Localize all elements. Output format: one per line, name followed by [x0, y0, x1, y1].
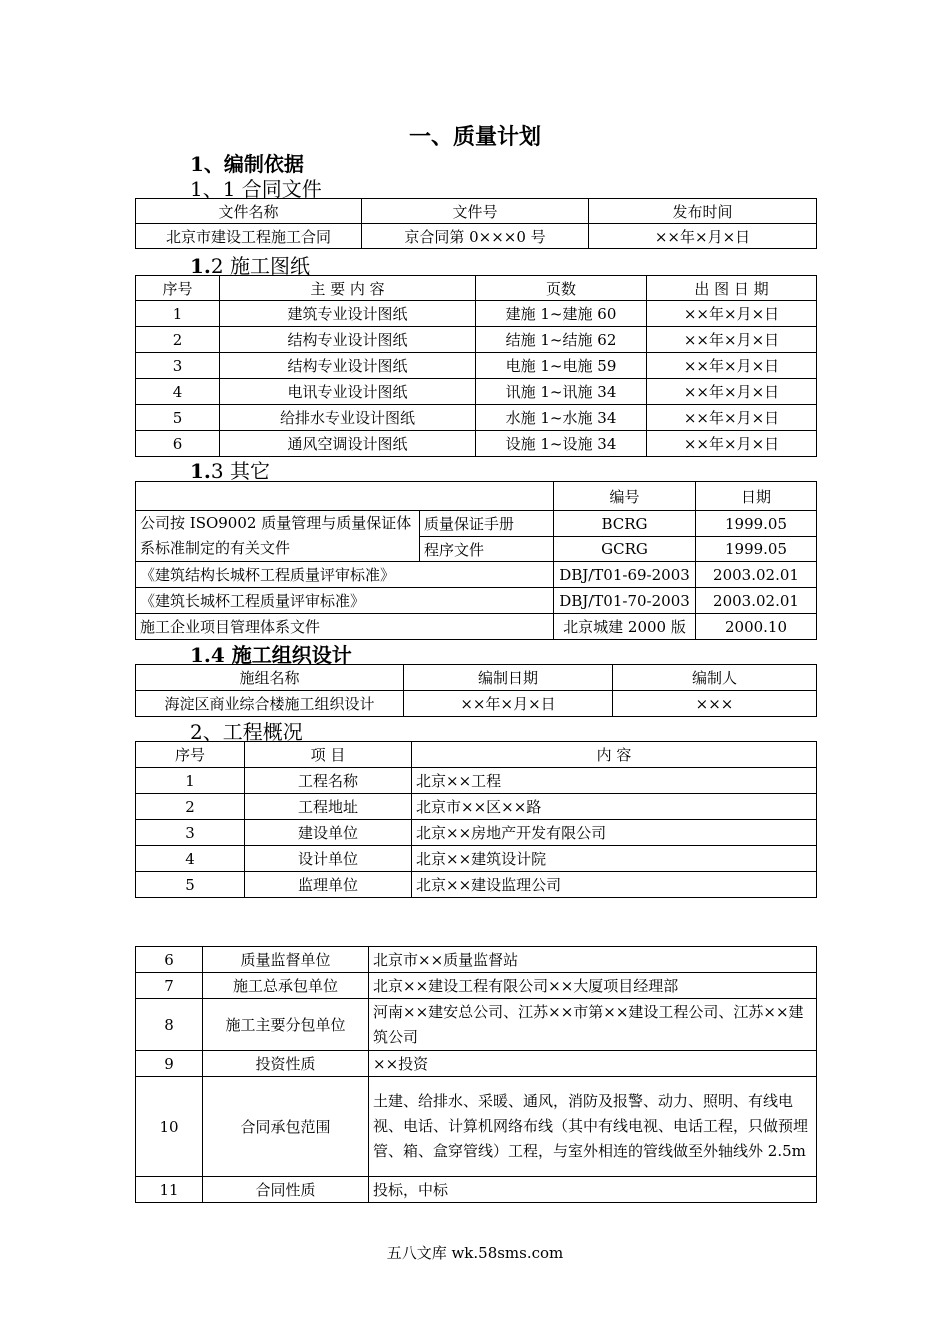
table-cell: 2000.10	[696, 614, 817, 640]
table-cell: 北京市××质量监督站	[369, 947, 817, 973]
table-cell: ××年×月×日	[647, 431, 817, 457]
table-cell: 程序文件	[420, 537, 554, 562]
table-row	[136, 973, 817, 999]
table-cell: 5	[136, 872, 245, 898]
table-cell: 北京市建设工程施工合同	[136, 224, 362, 249]
table-row	[136, 999, 817, 1051]
table-cell: ××年×月×日	[647, 301, 817, 327]
table-cell: 1999.05	[696, 511, 817, 537]
table-row	[136, 614, 817, 640]
table-cell: 4	[136, 846, 245, 872]
table-cell: 合同承包范围	[203, 1077, 369, 1177]
table-cell: 通风空调设计图纸	[220, 431, 476, 457]
company-docs-cell: 公司按 ISO9002 质量管理与质量保证体系标准制定的有关文件	[136, 511, 420, 562]
table-cell: 质量保证手册	[420, 511, 554, 537]
heading-number: 1.	[190, 459, 211, 483]
table-row	[136, 1177, 817, 1203]
section-1-1-heading: 1、1 合同文件	[190, 177, 322, 201]
table-cell: ××年×月×日	[404, 691, 613, 717]
table-cell: 结构专业设计图纸	[220, 353, 476, 379]
table-cell: 工程名称	[245, 768, 412, 794]
section-1-4-heading: 1.4 施工组织设计	[190, 643, 352, 667]
table-cell: 北京城建 2000 版	[554, 614, 696, 640]
table-header-row	[136, 276, 817, 301]
table-cell: DBJ/T01-70-2003	[554, 588, 696, 614]
construction-design-table	[135, 664, 817, 717]
table-cell: 投资性质	[203, 1051, 369, 1077]
table-cell: 北京××工程	[412, 768, 817, 794]
table-cell: 结构专业设计图纸	[220, 327, 476, 353]
table-row	[136, 353, 817, 379]
table-cell: 1	[136, 768, 245, 794]
table-cell: 北京××建设监理公司	[412, 872, 817, 898]
table-cell: 建设单位	[245, 820, 412, 846]
header-cell: 项 目	[245, 742, 412, 768]
table-cell: 建施 1~建施 60	[476, 301, 647, 327]
table-cell: 合同性质	[203, 1177, 369, 1203]
table-row	[136, 872, 817, 898]
table-cell: 设施 1~设施 34	[476, 431, 647, 457]
table-cell: 3	[136, 353, 220, 379]
section-1-3-heading	[190, 455, 270, 484]
section-2-heading: 2、工程概况	[190, 720, 303, 744]
header-cell: 编制人	[613, 665, 817, 691]
heading-number: 1.	[190, 254, 211, 278]
table-cell: ××年×月×日	[647, 327, 817, 353]
table-cell: ×××	[613, 691, 817, 717]
table-cell: GCRG	[554, 537, 696, 562]
other-docs-table	[135, 481, 817, 640]
header-cell: 日期	[696, 482, 817, 511]
table-cell: 北京××房地产开发有限公司	[412, 820, 817, 846]
table-cell: BCRG	[554, 511, 696, 537]
table-header-row	[136, 742, 817, 768]
table-row	[136, 327, 817, 353]
table-row	[136, 562, 817, 588]
table-row	[136, 691, 817, 717]
table-cell: 北京××建筑设计院	[412, 846, 817, 872]
table-cell: 京合同第 0×××0 号	[362, 224, 589, 249]
table-cell: ××年×月×日	[647, 379, 817, 405]
table-row	[136, 768, 817, 794]
table-cell: 1	[136, 301, 220, 327]
table-cell: 4	[136, 379, 220, 405]
table-cell: 水施 1~水施 34	[476, 405, 647, 431]
table-cell: 投标，中标	[369, 1177, 817, 1203]
table-cell: 3	[136, 820, 245, 846]
table-cell: 海淀区商业综合楼施工组织设计	[136, 691, 404, 717]
table-cell: 7	[136, 973, 203, 999]
table-cell: 建筑专业设计图纸	[220, 301, 476, 327]
table-cell: 北京××建设工程有限公司××大厦项目经理部	[369, 973, 817, 999]
table-cell: 11	[136, 1177, 203, 1203]
table-cell: 电施 1~电施 59	[476, 353, 647, 379]
table-cell: 结施 1~结施 62	[476, 327, 647, 353]
table-cell: 给排水专业设计图纸	[220, 405, 476, 431]
table-cell: 1999.05	[696, 537, 817, 562]
table-cell: 施工主要分包单位	[203, 999, 369, 1051]
header-cell: 序号	[136, 742, 245, 768]
table-cell: ××投资	[369, 1051, 817, 1077]
table-row	[136, 588, 817, 614]
table-cell: ××年×月×日	[647, 405, 817, 431]
table-cell: 6	[136, 947, 203, 973]
header-cell: 主 要 内 容	[220, 276, 476, 301]
drawings-table	[135, 275, 817, 457]
table-cell: 5	[136, 405, 220, 431]
table-cell: 8	[136, 999, 203, 1051]
project-overview-table-continued	[135, 946, 817, 1203]
table-header-row	[136, 199, 817, 224]
heading-text: 3 其它	[210, 459, 270, 483]
table-cell: 施工企业项目管理体系文件	[136, 614, 554, 640]
table-cell: 设计单位	[245, 846, 412, 872]
header-cell: 内 容	[412, 742, 817, 768]
table-cell: 10	[136, 1077, 203, 1177]
table-cell: 工程地址	[245, 794, 412, 820]
table-row	[136, 794, 817, 820]
header-cell: 出 图 日 期	[647, 276, 817, 301]
header-cell: 发布时间	[589, 199, 817, 224]
table-cell: 讯施 1~讯施 34	[476, 379, 647, 405]
table-cell: 《建筑结构长城杯工程质量评审标准》	[136, 562, 554, 588]
header-cell: 施组名称	[136, 665, 404, 691]
header-cell: 序号	[136, 276, 220, 301]
table-cell: 2	[136, 327, 220, 353]
page-title: 一、质量计划	[408, 124, 541, 150]
table-row	[136, 1077, 817, 1177]
table-header-row	[136, 665, 817, 691]
table-row	[136, 511, 817, 537]
table-row	[136, 301, 817, 327]
header-cell: 文件名称	[136, 199, 362, 224]
table-cell: 2003.02.01	[696, 588, 817, 614]
header-cell	[136, 482, 554, 511]
table-cell: ××年×月×日	[647, 353, 817, 379]
table-cell: 电讯专业设计图纸	[220, 379, 476, 405]
table-cell: 《建筑长城杯工程质量评审标准》	[136, 588, 554, 614]
table-row	[136, 431, 817, 457]
table-cell: 监理单位	[245, 872, 412, 898]
table-header-row	[136, 482, 817, 511]
table-row	[136, 405, 817, 431]
header-cell: 页数	[476, 276, 647, 301]
table-cell: DBJ/T01-69-2003	[554, 562, 696, 588]
contract-docs-table	[135, 198, 817, 249]
table-cell: 土建、给排水、采暖、通风，消防及报警、动力、照明、有线电视、电话、计算机网络布线（其中有线电视、电话工程，只做预埋管、箱、盒穿管线）工程，与室外相连的管线做至外轴线外 2.5m	[369, 1077, 817, 1177]
table-cell: 6	[136, 431, 220, 457]
table-cell: 施工总承包单位	[203, 973, 369, 999]
table-row	[136, 846, 817, 872]
table-row	[136, 947, 817, 973]
table-cell: 9	[136, 1051, 203, 1077]
table-row	[136, 820, 817, 846]
footer-watermark-text: 五八文库 wk.58sms.com	[386, 1244, 564, 1262]
table-cell: 河南××建安总公司、江苏××市第××建设工程公司、江苏××建筑公司	[369, 999, 817, 1051]
table-row	[136, 224, 817, 249]
header-cell: 编制日期	[404, 665, 613, 691]
header-cell: 文件号	[362, 199, 589, 224]
table-cell: 2	[136, 794, 245, 820]
section-1-heading: 1、编制依据	[190, 152, 304, 176]
table-cell: 质量监督单位	[203, 947, 369, 973]
table-cell: ××年×月×日	[589, 224, 817, 249]
table-row	[136, 1051, 817, 1077]
heading-text: 2 施工图纸	[210, 254, 310, 278]
table-cell: 2003.02.01	[696, 562, 817, 588]
table-row	[136, 379, 817, 405]
table-cell: 北京市××区××路	[412, 794, 817, 820]
project-overview-table	[135, 741, 817, 898]
header-cell: 编号	[554, 482, 696, 511]
